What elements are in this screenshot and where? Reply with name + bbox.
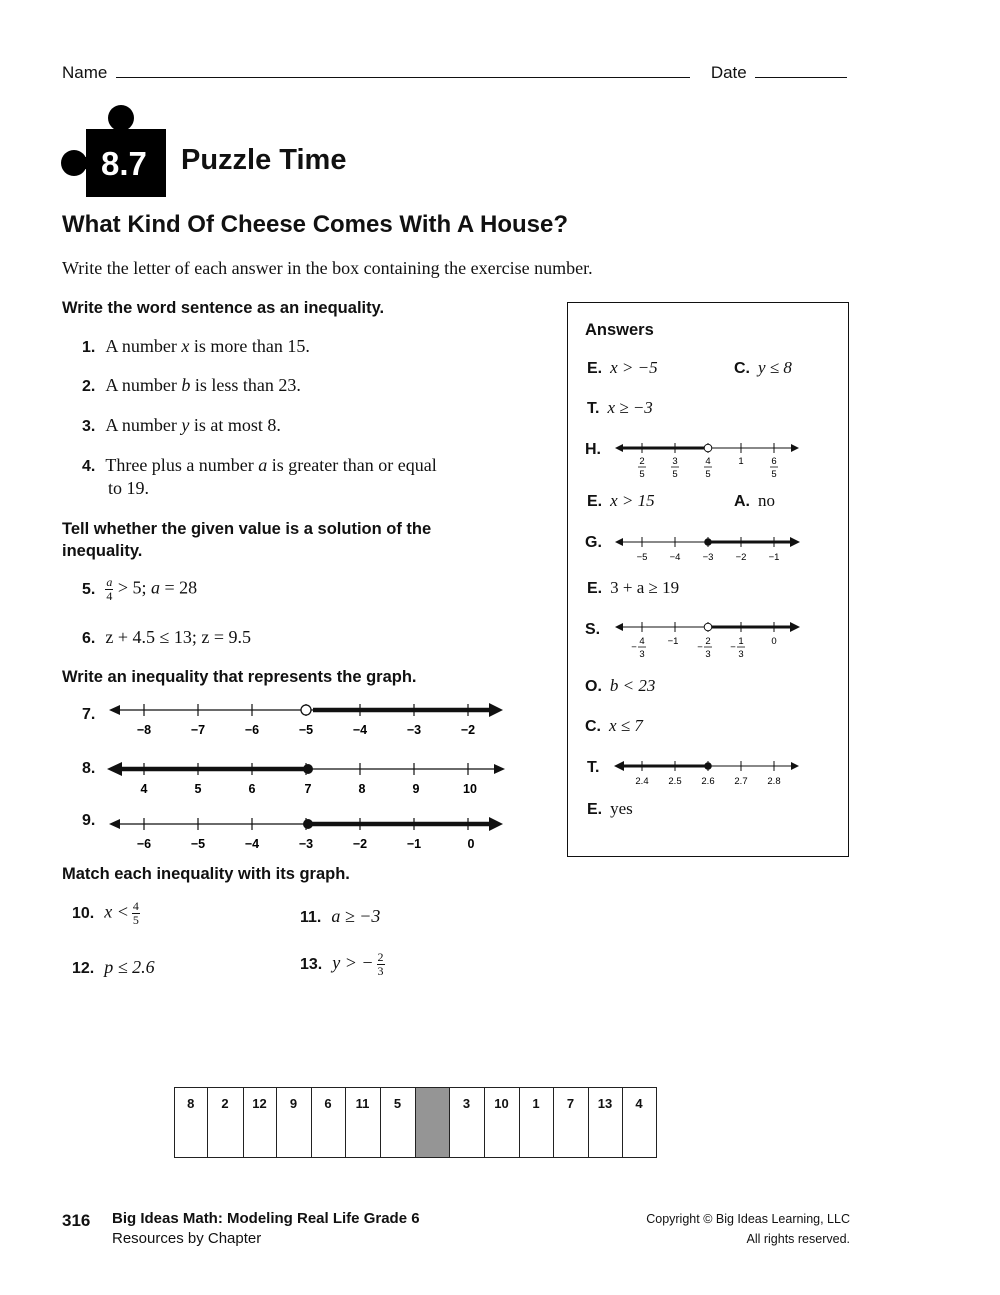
tick-label: 8 bbox=[358, 782, 366, 796]
tick-label: −3 bbox=[298, 837, 314, 851]
tick-label: 1 bbox=[738, 636, 744, 647]
tick-label: 5 bbox=[672, 469, 678, 480]
tick-label: 3 bbox=[705, 649, 711, 660]
tick-label: −3 bbox=[406, 723, 422, 737]
answer-t1: T. x ≥ −3 bbox=[587, 398, 653, 417]
book-subtitle: Resources by Chapter bbox=[112, 1230, 262, 1247]
tick-label: 2 bbox=[639, 456, 645, 467]
exercise-number: 12. bbox=[72, 960, 95, 977]
tick-label: 5 bbox=[194, 782, 202, 796]
answer-s-letter: S. bbox=[585, 621, 601, 638]
name-label: Name bbox=[62, 63, 108, 82]
exercise-6: 6. z + 4.5 ≤ 13; z = 9.5 bbox=[82, 627, 252, 647]
tick-label: −4 bbox=[669, 552, 681, 563]
exercise-number: 4. bbox=[82, 458, 96, 475]
tick-label: −4 bbox=[352, 723, 368, 737]
tick-label: 3 bbox=[672, 456, 678, 467]
code-box[interactable]: 11 bbox=[345, 1088, 380, 1158]
answer-t2-number-line bbox=[612, 755, 802, 789]
tick-label: −5 bbox=[190, 837, 206, 851]
code-box[interactable]: 4 bbox=[622, 1088, 656, 1158]
tick-label: 9 bbox=[412, 782, 420, 796]
exercise-7-number: 7. bbox=[82, 706, 96, 723]
tick-label: 0 bbox=[467, 837, 475, 851]
exercise-8-number: 8. bbox=[82, 760, 96, 777]
part1-heading: Write the word sentence as an inequality. bbox=[62, 299, 385, 317]
open-circle bbox=[301, 705, 311, 715]
code-box[interactable]: 8 bbox=[175, 1088, 208, 1158]
answer-a: A. no bbox=[734, 491, 775, 510]
tick-label: −5 bbox=[636, 552, 648, 563]
rights-reserved: All rights reserved. bbox=[746, 1232, 850, 1246]
tick-label: −3 bbox=[702, 552, 714, 563]
tick-label: 5 bbox=[771, 469, 777, 480]
tick-label: 0 bbox=[771, 636, 777, 647]
tick-label: −7 bbox=[190, 723, 206, 737]
answers-title: Answers bbox=[585, 321, 654, 339]
exercise-10: 10. x < $\frac{4}{5}$ bbox=[72, 899, 139, 927]
section-title: Puzzle Time bbox=[181, 144, 347, 176]
exercise-5: 5. $\frac{a}{4}$ > 5; a = 28 bbox=[82, 575, 198, 603]
fraction: $\frac{a}{4}$ bbox=[106, 575, 113, 603]
exercise-number: 5. bbox=[82, 580, 96, 598]
tick-label: −6 bbox=[244, 723, 260, 737]
date-label: Date bbox=[710, 63, 747, 82]
answer-e2: E. x > 15 bbox=[587, 491, 655, 510]
answer-e3: E. 3 + a ≥ 19 bbox=[587, 578, 680, 597]
tick-label: −1 bbox=[406, 837, 422, 851]
exercise-11: 11. a ≥ −3 bbox=[300, 906, 381, 926]
exercise-number: 3. bbox=[82, 418, 96, 435]
part2-heading-line1: Tell whether the given value is a solution of the bbox=[62, 520, 432, 538]
instructions: Write the letter of each answer in the box containing the exercise number. bbox=[62, 258, 593, 278]
tick-label: 7 bbox=[304, 782, 312, 796]
code-box[interactable]: 1 bbox=[519, 1088, 553, 1158]
tick-label: −5 bbox=[298, 723, 314, 737]
answer-g-letter: G. bbox=[585, 534, 602, 551]
exercise-number: 10. bbox=[72, 904, 95, 922]
exercise-number: 13. bbox=[300, 955, 323, 973]
code-box-blank bbox=[415, 1088, 449, 1158]
exercise-3: 3. A number y is at most 8. bbox=[82, 415, 281, 435]
answer-c2: C. x ≤ 7 bbox=[585, 716, 643, 735]
tick-label: −6 bbox=[136, 837, 152, 851]
answer-code-boxes bbox=[174, 1087, 657, 1158]
tick-label: 2.6 bbox=[701, 776, 715, 787]
answer-t2-letter: T. bbox=[587, 759, 600, 776]
answer-h-number-line bbox=[612, 437, 802, 483]
fraction: $\frac{2}{3}$ bbox=[377, 950, 384, 978]
copyright: Copyright © Big Ideas Learning, LLC bbox=[646, 1212, 850, 1226]
tick-label: 2 bbox=[705, 636, 711, 647]
tick-label: −1 bbox=[667, 636, 679, 647]
tick-label: 2.8 bbox=[767, 776, 781, 787]
book-title: Big Ideas Math: Modeling Real Life Grade 6 bbox=[112, 1210, 420, 1227]
answer-g-number-line bbox=[612, 531, 802, 565]
code-box[interactable]: 10 bbox=[484, 1088, 519, 1158]
tick-label: 4 bbox=[140, 782, 148, 796]
tick-label: 2.4 bbox=[635, 776, 649, 787]
tick-label: 2.7 bbox=[734, 776, 748, 787]
number-line-7 bbox=[105, 696, 510, 742]
tick-label: 6 bbox=[248, 782, 256, 796]
exercise-2: 2. A number b is less than 23. bbox=[82, 375, 301, 395]
answer-c1: C. y ≤ 8 bbox=[734, 358, 792, 377]
tick-label: −2 bbox=[352, 837, 368, 851]
exercise-1: 1. A number x is more than 15. bbox=[82, 336, 310, 356]
exercise-number: 2. bbox=[82, 378, 96, 395]
code-box[interactable]: 12 bbox=[243, 1088, 276, 1158]
riddle-question: What Kind Of Cheese Comes With A House? bbox=[62, 211, 569, 238]
fraction: $\frac{4}{5}$ bbox=[132, 899, 139, 927]
section-number: 8.7 bbox=[101, 145, 147, 182]
page-number: 316 bbox=[62, 1211, 91, 1230]
exercise-4: 4. Three plus a number a is greater than or equal bbox=[82, 455, 437, 475]
exercise-9-number: 9. bbox=[82, 812, 96, 829]
code-box[interactable]: 6 bbox=[311, 1088, 345, 1158]
tick-label: −4 bbox=[244, 837, 260, 851]
answer-s-number-line bbox=[612, 616, 802, 662]
tick-label: 5 bbox=[705, 469, 711, 480]
code-box[interactable]: 9 bbox=[276, 1088, 311, 1158]
exercise-13: 13. y > − $\frac{2}{3}$ bbox=[300, 950, 384, 978]
code-box[interactable]: 2 bbox=[207, 1088, 243, 1158]
code-box[interactable]: 7 bbox=[553, 1088, 588, 1158]
answer-e1: E. x > −5 bbox=[587, 358, 658, 377]
svg-text:−: − bbox=[697, 642, 703, 653]
exercise-4-line2: to 19. bbox=[108, 478, 150, 498]
part4-heading: Match each inequality with its graph. bbox=[62, 865, 350, 883]
exercise-number: 11. bbox=[300, 909, 322, 926]
tick-label: 10 bbox=[463, 782, 477, 796]
tick-label: −8 bbox=[136, 723, 152, 737]
code-box[interactable]: 3 bbox=[449, 1088, 484, 1158]
name-date-row bbox=[62, 62, 847, 83]
tick-label: −1 bbox=[768, 552, 780, 563]
code-box[interactable]: 5 bbox=[380, 1088, 415, 1158]
answer-e4: E. yes bbox=[587, 799, 633, 818]
tick-label: 3 bbox=[738, 649, 744, 660]
date-field[interactable] bbox=[755, 62, 847, 78]
exercise-number: 6. bbox=[82, 630, 96, 647]
tick-label: 5 bbox=[639, 469, 645, 480]
tick-label: −2 bbox=[460, 723, 476, 737]
exercise-number: 1. bbox=[82, 339, 96, 356]
part2-heading-line2: inequality. bbox=[62, 542, 143, 560]
answer-h-letter: H. bbox=[585, 441, 601, 458]
number-line-8 bbox=[105, 755, 510, 801]
number-line-9 bbox=[105, 810, 510, 856]
tick-label: 4 bbox=[705, 456, 711, 467]
tick-label: 6 bbox=[771, 456, 777, 467]
closed-circle bbox=[303, 764, 313, 774]
exercise-12: 12. p ≤ 2.6 bbox=[72, 957, 155, 977]
closed-circle bbox=[303, 819, 313, 829]
tick-label: 4 bbox=[639, 636, 645, 647]
code-box[interactable]: 13 bbox=[588, 1088, 622, 1158]
tick-label: 2.5 bbox=[668, 776, 682, 787]
svg-text:−: − bbox=[730, 642, 736, 653]
tick-label: 1 bbox=[738, 456, 744, 467]
name-field[interactable] bbox=[116, 62, 690, 78]
part3-heading: Write an inequality that represents the graph. bbox=[62, 668, 417, 686]
svg-text:−: − bbox=[631, 642, 637, 653]
tick-label: 3 bbox=[639, 649, 645, 660]
answer-o: O. b < 23 bbox=[585, 676, 656, 695]
tick-label: −2 bbox=[735, 552, 747, 563]
